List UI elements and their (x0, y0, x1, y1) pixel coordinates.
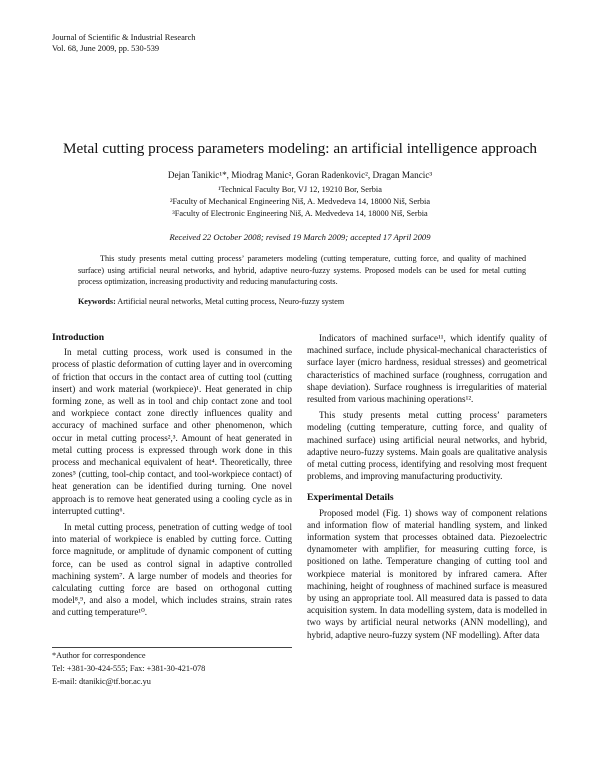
journal-volume: Vol. 68, June 2009, pp. 530-539 (52, 44, 160, 53)
intro-paragraph-1: In metal cutting process, work used is consumed in the process of plastic deformation of cutting layer and in overcoming of friction that occurs in the contact area of cutting tool (cutting insert) and work material (workpiece)¹. Heat generated in chip forming zone, as well as in tool and chip contact zone and tool and workpiece contact zone directly influences quality and accuracy of machined surface and other phenomenon, which occur in metal cutting process²,³. Amount of heat generated in metal cutting process is expressed through work done in this process and mechanical equivalent of heat⁴. Theoretically, three zones⁵ (cutting, tool-chip contact, and tool-workpiece contact) of heat generation can be identified during turning. One novel approach is to remove heat generated using a cooling cycle as in interrupted cutting⁶. (52, 347, 292, 516)
left-column (52, 332, 292, 623)
keywords-text: Artificial neural networks, Metal cutting process, Neuro-fuzzy system (117, 297, 345, 306)
keywords (78, 296, 526, 307)
affiliations (40, 184, 560, 220)
abstract: This study presents metal cutting process’ parameters modeling (cutting temperature, cutting force, and quality of machined surface) using artificial neural networks, and hybrid, adaptive neuro-fuzzy systems. Proposed models can be used for metal cutting process optimization, increasing productivity and reducing manufacturing costs. (78, 254, 526, 287)
footnote-email: E-mail: dtanikic@tf.bor.ac.yu (52, 676, 151, 686)
experimental-paragraph-1: Proposed model (Fig. 1) shows way of component relations and information flow of material handling system, and linked information system that processes obtained data. Piezoelectric dynamometer with amplifier, for measuring cutting force, is positioned on lathe. Temperature changing of cutting tool and workpiece material is monitored by infrared camera. After machining, height of roughness of machined surface is measured by using an appropriate tool. All measured data is passed to data acquisition system. In data modelling system, data is modelled in two ways by artificial neural networks (ANN modelling), and hybrid, adaptive neuro-fuzzy system (NF modelling). After data (307, 507, 547, 640)
journal-header (52, 32, 196, 54)
intro-paragraph-3: Indicators of machined surface¹¹, which identify quality of machined surface, include physical-mechanical characteristics of surface layer (micro hardness, residual stresses) and geometrical characteristics of machined surface (roughness, corrugation and shape deviation). Surface roughness is irregularities of material resulted from various machining operations¹². (307, 333, 547, 405)
affiliation-2: ²Faculty of Mechanical Engineering Niš, A. Medvedeva 14, 18000 Niš, Serbia (169, 197, 431, 206)
intro-paragraph-2: In metal cutting process, penetration of cutting wedge of tool into material of workpiece is enabled by cutting force. Cutting force magnitude, or amplitude of dynamic component of cutting force, can be used as control signal in adaptive controlled machining system⁷. A large number of models and theories for calculating cutting force are based on orthogonal cutting model⁸,⁹, and also a model, which includes strains, strain rates and cutting temperature¹⁰. (52, 522, 292, 618)
received-dates: Received 22 October 2008; revised 19 March 2009; accepted 17 April 2009 (169, 232, 431, 242)
journal-name: Journal of Scientific & Industrial Research (52, 33, 196, 42)
footnote-author: *Author for correspondence (52, 651, 146, 660)
intro-heading: Introduction (52, 332, 105, 343)
experimental-heading: Experimental Details (307, 492, 394, 504)
paper-title: Metal cutting process parameters modeling: an artificial intelligence approach (62, 140, 537, 157)
intro-paragraph-4: This study presents metal cutting process’ parameters modeling (cutting temperature, cutting force, and quality of machined surface) using artificial neural networks, and hybrid, adaptive neuro-fuzzy systems. Main goals are qualitative analysis of metal cutting process, identifying and resolving most frequent problems, and improving manufacturing productivity. (307, 410, 547, 482)
right-column (307, 332, 547, 645)
correspondence-footnote (52, 647, 292, 688)
affiliation-3: ³Faculty of Electronic Engineering Niš, A. Medvedeva 14, 18000 Niš, Serbia (172, 209, 428, 218)
affiliation-1: ¹Technical Faculty Bor, VJ 12, 19210 Bor, Serbia (218, 185, 382, 194)
keywords-label: Keywords: (78, 297, 116, 306)
footnote-phone: Tel: +381-30-424-555; Fax: +381-30-421-078 (52, 663, 206, 673)
author-list: Dejan Tanikic¹*, Miodrag Manic², Goran Radenkovic², Dragan Mancic³ (167, 170, 433, 180)
